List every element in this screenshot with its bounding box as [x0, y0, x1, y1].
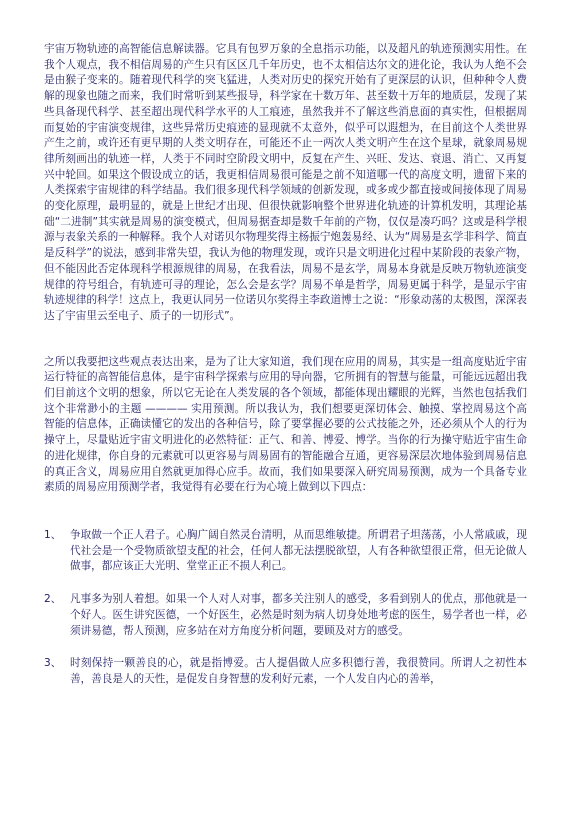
list-item	[44, 528, 527, 575]
list-item	[44, 592, 527, 639]
list-item-text: 争取做一个正人君子。心胸广阔自然灵台清明，从而思维敏捷。所谓君子坦荡荡，小人常戚戚，现代社会是一个受物质欲望支配的社会，任何人都无法摆脱欲望，人有各种欲望很正常，但无论做人做事，都应该正大光明、堂堂正正不损人利己。	[70, 528, 527, 573]
body-paragraph-2: 之所以我要把这些观点表达出来，是为了让大家知道，我们现在应用的周易，其实是一组高度贴近宇宙运行特征的高智能信息体，是宇宙科学探索与应用的导向器，它所拥有的智慧与能量，可能远远超出我们目前这个文明的想象，所以它无论在人类发展的各个领域，都能体现出耀眼的光辉，当然也包括我们这个非常渺小的主题 ———— 实用预测。所以我认为，我们想要更深切体会、触摸、掌控周易这个高智能的信息体，正确读懂它的发出的各种信号，除了要掌握必要的公式技能之外，还必须从个人的行为操守上，尽量贴近宇宙文明进化的必然特征：正气、和善、博爱、博学。当你的行为操守贴近宇宙生命的进化规律，你自身的元素就可以更容易与周易固有的智能融合互通，更容易深层次地体验到周易信息的真正含义，周易应用自然就更加得心应手。故而，我们如果要深入研究周易预测，成为一个具备专业素质的周易应用预测学者，我觉得有必要在行为心境上做到以下四点：	[44, 355, 527, 494]
body-paragraph-1: 宇宙万物轨迹的高智能信息解读器。它具有包罗万象的全息指示功能，以及超凡的轨迹预测实用性。在我个人观点，我不相信周易的产生只有区区几千年历史，也不太相信达尔文的进化论，我认为人绝不会是由猴子变来的。随着现代科学的突飞猛进，人类对历史的探究开始有了更深层的认识，但种种令人费解的现象也随之而来，我们时常听到某些报导，科学家在十数万年、甚至数十万年的地质层，发现了某些具备现代科学、甚至超出现代科学水平的人工痕迹，虽然我并不了解这些消息面的真实性，但根据周而复始的宇宙演变规律，这些异常历史痕迹的显现就不太意外，似乎可以遐想为，在目前这个人类世界产生之前，或许还有更早期的人类文明存在，可能还不止一两次人类文明产生在这个星球，就象周易规律所刻画出的轨迹一样，人类于不同时空阶段文明中，反复在产生、兴旺、发达、衰退、消亡、又再复兴中轮回。如果这个假设成立的话，我更相信周易很可能是之前不知道哪一代的高度文明，遗留下来的人类探索宇宙规律的科学结晶。我们很多现代科学领域的创新发现，或多或少都直接或间接体现了周易的变化原理，最明显的，就是上世纪才出现、但很快就影响整个世界进化轨迹的计算机发明，其理论基础“二进制”其实就是周易的演变模式，但周易据查却是数千年前的产物，仅仅是凑巧吗？这或是科学根源与表象关系的一种解释。我个人对诺贝尔物理奖得主杨振宁炮轰易经、认为“周易是玄学非科学、简直是反科学”的说法，感到非常失望，我认为他的物理发现，或许只是文明进化过程中某阶段的表象产物，但不能因此否定体现科学根源规律的周易，在我看法，周易不是玄学，周易本身就是反映万物轨迹演变规律的符号组合，有轨迹可寻的理论，怎么会是玄学？周易不单是哲学，周易更属于科学，是显示宇宙轨迹规律的科学！这点上，我更认同另一位诺贝尔奖得主李政道博士之说：“形象动荡的太极图，深深表达了宇宙里云至电子、质子的一切形式”。	[44, 43, 527, 322]
list-item-number: 2、	[44, 593, 62, 606]
list-item-text: 凡事多为别人着想。如果一个人对人对事，都多关注别人的感受，多看到别人的优点，那他就是一个好人。医生讲究医德，一个好医生，必然是时刻为病人切身处地考虑的医生，易学者也一样，必须讲易德，帮人预测，应多站在对方角度分析问题，要顾及对方的感受。	[70, 593, 527, 637]
principles-list	[44, 528, 527, 688]
list-item	[44, 656, 527, 687]
list-item-number: 1、	[44, 528, 62, 541]
list-item-number: 3、	[44, 657, 62, 670]
list-item-text: 时刻保持一颗善良的心，就是指博爱。古人提倡做人应多积德行善，我很赞同。所谓人之初性本善，善良是人的天性，是促发自身智慧的发利好元素，一个人发自内心的善举，	[70, 657, 527, 685]
